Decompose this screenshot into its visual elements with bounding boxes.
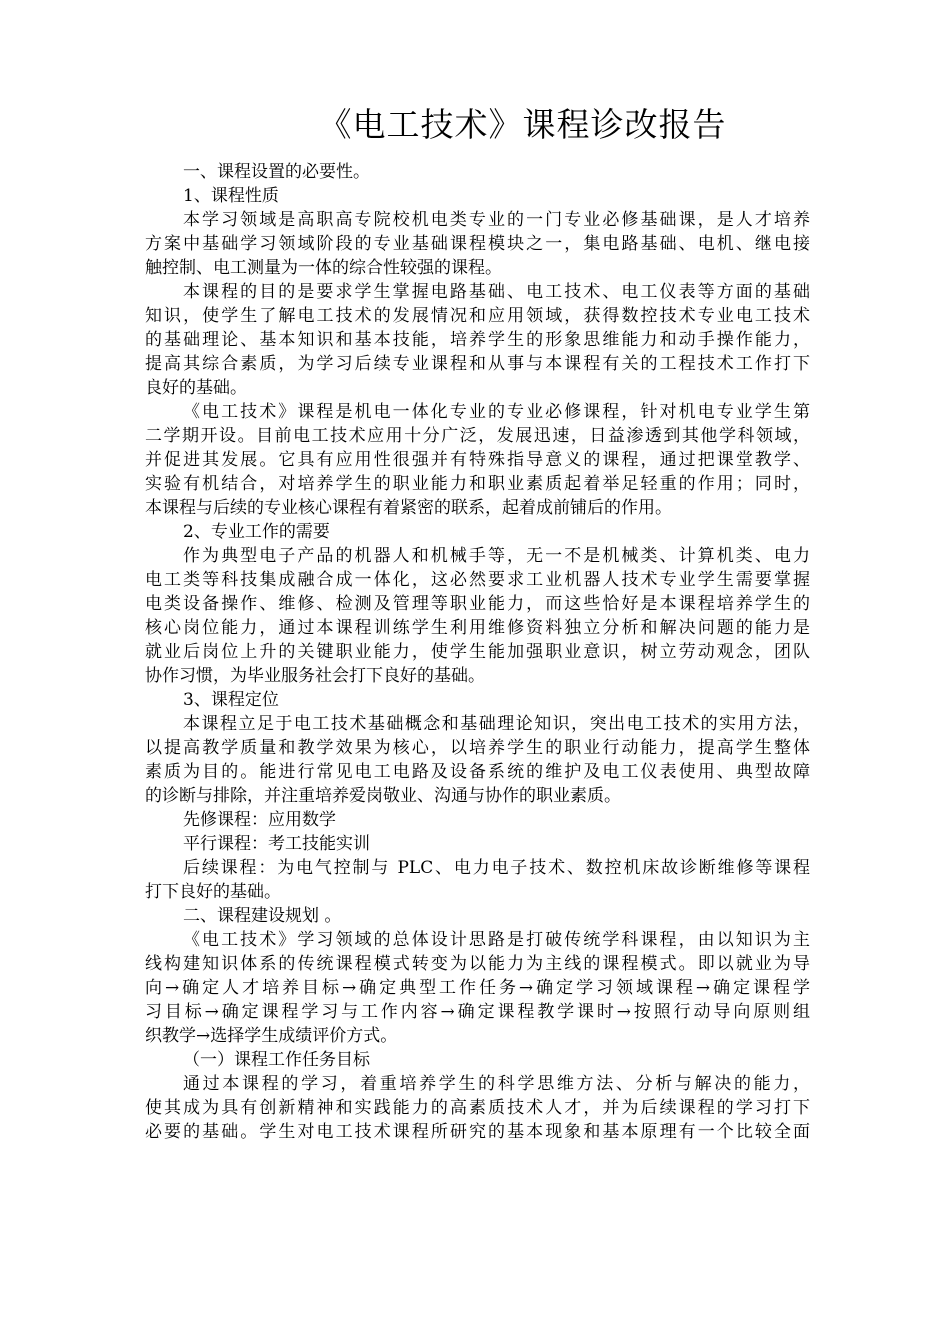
text-line: 平行课程：考工技能实训: [183, 834, 370, 854]
text-line: 实验有机结合，对培养学生的职业能力和职业素质起着举足轻重的作用；同时，: [145, 474, 810, 494]
text-line: 二学期开设。目前电工技术应用十分广泛，发展迅速，日益渗透到其他学科领域，: [145, 426, 810, 446]
text-line: 向→确定人才培养目标→确定典型工作任务→确定学习领域课程→确定课程学: [145, 978, 810, 998]
text-line: 后续课程：为电气控制与 PLC、电力电子技术、数控机床故诊断维修等课程: [183, 858, 810, 878]
document-title: 《电工技术》课程诊改报告: [318, 105, 727, 144]
text-line: 1、课程性质: [183, 186, 279, 206]
text-line: 习目标→确定课程学习与工作内容→确定课程教学课时→按照行动导向原则组: [145, 1002, 810, 1022]
text-line: 就业后岗位上升的关键职业能力，使学生能加强职业意识，树立劳动观念，团队: [145, 642, 810, 662]
text-line: 的基础理论、基本知识和基本技能，培养学生的形象思维能力和动手操作能力，: [145, 330, 810, 350]
text-line: 必要的基础。学生对电工技术课程所研究的基本现象和基本原理有一个比较全面: [145, 1122, 810, 1142]
text-line: （一）课程工作任务目标: [183, 1050, 370, 1070]
text-line: 织教学→选择学生成绩评价方式。: [145, 1026, 398, 1046]
text-line: 2、专业工作的需要: [183, 522, 330, 542]
document-page: [145, 100, 810, 1144]
text-line: 的诊断与排除，并注重培养爱岗敬业、沟通与协作的职业素质。: [145, 786, 621, 806]
text-line: 素质为目的。能进行常见电工电路及设备系统的维护及电工仪表使用、典型故障: [145, 762, 810, 782]
text-line: 以提高教学质量和教学效果为核心，以培养学生的职业行动能力，提高学生整体: [145, 738, 810, 758]
text-line: 一、课程设置的必要性。: [183, 162, 370, 182]
text-line: 协作习惯，为毕业服务社会打下良好的基础。: [145, 666, 485, 686]
text-line: 作为典型电子产品的机器人和机械手等，无一不是机械类、计算机类、电力: [183, 546, 810, 566]
text-line: 打下良好的基础。: [145, 882, 281, 902]
text-line: 《电工技术》课程是机电一体化专业的专业必修课程，针对机电专业学生第: [183, 402, 810, 422]
text-line: 触控制、电工测量为一体的综合性较强的课程。: [145, 258, 502, 278]
text-line: 3、课程定位: [183, 690, 279, 710]
text-line: 提高其综合素质，为学习后续专业课程和从事与本课程有关的工程技术工作打下: [145, 354, 810, 374]
text-line: 通过本课程的学习，着重培养学生的科学思维方法、分析与解决的能力，: [183, 1074, 810, 1094]
text-line: 《电工技术》学习领域的总体设计思路是打破传统学科课程，由以知识为主: [183, 930, 810, 950]
text-line: 知识，使学生了解电工技术的发展情况和应用领域，获得数控技术专业电工技术: [145, 306, 810, 326]
document-body: [145, 160, 810, 1144]
text-line: 电类设备操作、维修、检测及管理等职业能力，而这些恰好是本课程培养学生的: [145, 594, 810, 614]
text-line: 核心岗位能力，通过本课程训练学生利用维修资料独立分析和解决问题的能力是: [145, 618, 810, 638]
text-line: 本课程立足于电工技术基础概念和基础理论知识，突出电工技术的实用方法，: [183, 714, 810, 734]
text-line: 先修课程：应用数学: [183, 810, 336, 830]
text-line: 本课程与后续的专业核心课程有着紧密的联系，起着成前铺后的作用。: [145, 498, 672, 518]
text-line: 并促进其发展。它具有应用性很强并有特殊指导意义的课程，通过把课堂教学、: [145, 450, 810, 470]
text-line: 本学习领域是高职高专院校机电类专业的一门专业必修基础课，是人才培养: [183, 210, 810, 230]
text-line: 良好的基础。: [145, 378, 247, 398]
text-line: 线构建知识体系的传统课程模式转变为以能力为主线的课程模式。即以就业为导: [145, 954, 810, 974]
text-line: 电工类等科技集成融合成一体化，这必然要求工业机器人技术专业学生需要掌握: [145, 570, 810, 590]
text-line: 使其成为具有创新精神和实践能力的高素质技术人才，并为后续课程的学习打下: [145, 1098, 810, 1118]
text-line: 本课程的目的是要求学生掌握电路基础、电工技术、电工仪表等方面的基础: [183, 282, 810, 302]
text-line: 方案中基础学习领域阶段的专业基础课程模块之一，集电路基础、电机、继电接: [145, 234, 810, 254]
text-line: 二、课程建设规划 。: [183, 906, 342, 926]
